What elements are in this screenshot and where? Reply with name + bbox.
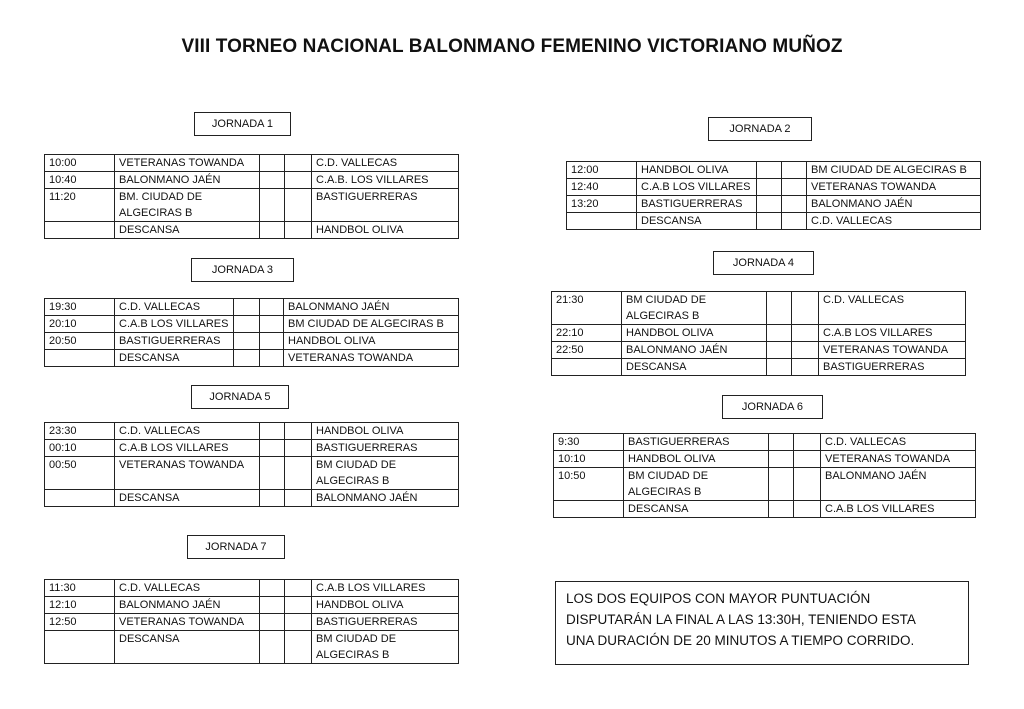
match-time <box>567 213 637 230</box>
home-team: C.D. VALLECAS <box>115 423 260 440</box>
away-score <box>794 468 821 501</box>
away-team: C.D. VALLECAS <box>807 213 981 230</box>
jornada-5-table <box>44 422 459 507</box>
home-team: DESCANSA <box>622 359 767 376</box>
away-team: BASTIGUERRERAS <box>312 189 459 222</box>
home-team: BALONMANO JAÉN <box>115 597 260 614</box>
home-score <box>260 172 285 189</box>
home-team: HANDBOL OLIVA <box>622 325 767 342</box>
match-time: 19:30 <box>45 299 115 316</box>
home-score <box>769 434 794 451</box>
away-score <box>285 457 312 490</box>
match-time: 10:40 <box>45 172 115 189</box>
home-score <box>767 325 792 342</box>
away-team: HANDBOL OLIVA <box>312 222 459 239</box>
match-time <box>552 359 622 376</box>
home-team: VETERANAS TOWANDA <box>115 457 260 490</box>
home-team: C.D. VALLECAS <box>115 580 260 597</box>
away-team: HANDBOL OLIVA <box>284 333 459 350</box>
match-time: 13:20 <box>567 196 637 213</box>
table-row <box>45 597 459 614</box>
away-score <box>782 213 807 230</box>
away-score <box>794 451 821 468</box>
table-row <box>554 434 976 451</box>
home-score <box>767 359 792 376</box>
away-score <box>285 597 312 614</box>
away-score <box>792 359 819 376</box>
away-score <box>260 350 284 367</box>
away-team: BM CIUDAD DE ALGECIRAS B <box>284 316 459 333</box>
table-row <box>45 631 459 664</box>
away-score <box>285 155 312 172</box>
away-score <box>782 179 807 196</box>
table-row <box>45 172 459 189</box>
table-row <box>45 299 459 316</box>
home-team: C.D. VALLECAS <box>115 299 234 316</box>
away-team: BASTIGUERRERAS <box>312 440 459 457</box>
jornada-1-label: JORNADA 1 <box>194 112 291 136</box>
match-time: 20:10 <box>45 316 115 333</box>
table-row <box>554 451 976 468</box>
table-row <box>552 292 966 325</box>
match-time: 11:30 <box>45 580 115 597</box>
table-row <box>45 189 459 222</box>
jornada-7-table <box>44 579 459 664</box>
table-row <box>567 179 981 196</box>
home-score <box>767 292 792 325</box>
home-team: DESCANSA <box>115 490 260 507</box>
table-row <box>45 614 459 631</box>
away-team: HANDBOL OLIVA <box>312 423 459 440</box>
table-row <box>45 580 459 597</box>
away-team: C.A.B LOS VILLARES <box>819 325 966 342</box>
home-score <box>260 597 285 614</box>
table-row <box>567 196 981 213</box>
away-score <box>794 434 821 451</box>
jornada-2-label: JORNADA 2 <box>708 117 812 141</box>
match-time <box>45 490 115 507</box>
away-team: VETERANAS TOWANDA <box>807 179 981 196</box>
jornada-7-label: JORNADA 7 <box>187 535 285 559</box>
away-score <box>792 325 819 342</box>
table-row <box>45 423 459 440</box>
match-time: 00:10 <box>45 440 115 457</box>
home-team: BALONMANO JAÉN <box>115 172 260 189</box>
away-score <box>792 292 819 325</box>
table-row <box>45 350 459 367</box>
home-team: C.A.B LOS VILLARES <box>637 179 757 196</box>
jornada-4-table <box>551 291 966 376</box>
home-score <box>757 162 782 179</box>
home-score <box>234 299 260 316</box>
match-time: 11:20 <box>45 189 115 222</box>
home-score <box>260 614 285 631</box>
jornada-3-label: JORNADA 3 <box>191 258 294 282</box>
home-team: BASTIGUERRERAS <box>624 434 769 451</box>
final-note-line: LOS DOS EQUIPOS CON MAYOR PUNTUACIÓN <box>566 591 871 606</box>
away-team: C.D. VALLECAS <box>819 292 966 325</box>
table-row <box>552 359 966 376</box>
away-team: VETERANAS TOWANDA <box>284 350 459 367</box>
match-time: 9:30 <box>554 434 624 451</box>
away-score <box>285 423 312 440</box>
match-time <box>45 350 115 367</box>
match-time <box>45 631 115 664</box>
home-score <box>260 423 285 440</box>
home-score <box>260 440 285 457</box>
table-row <box>45 316 459 333</box>
match-time: 10:50 <box>554 468 624 501</box>
home-score <box>260 222 285 239</box>
home-team: C.A.B LOS VILLARES <box>115 440 260 457</box>
home-score <box>769 468 794 501</box>
final-note-box <box>555 581 969 665</box>
jornada-1-table <box>44 154 459 239</box>
away-team: BASTIGUERRERAS <box>312 614 459 631</box>
home-team: DESCANSA <box>637 213 757 230</box>
table-row <box>45 457 459 490</box>
away-score <box>285 631 312 664</box>
match-time: 12:40 <box>567 179 637 196</box>
match-time: 10:00 <box>45 155 115 172</box>
jornada-4-label: JORNADA 4 <box>713 251 814 275</box>
away-team: BALONMANO JAÉN <box>807 196 981 213</box>
away-score <box>285 172 312 189</box>
home-team: BALONMANO JAÉN <box>622 342 767 359</box>
away-score <box>260 333 284 350</box>
away-score <box>794 501 821 518</box>
away-score <box>782 196 807 213</box>
away-team: C.D. VALLECAS <box>312 155 459 172</box>
home-team: DESCANSA <box>624 501 769 518</box>
home-team: BASTIGUERRERAS <box>115 333 234 350</box>
home-score <box>260 631 285 664</box>
final-note-line: UNA DURACIÓN DE 20 MINUTOS A TIEMPO CORRIDO. <box>566 633 915 648</box>
away-score <box>285 222 312 239</box>
away-score <box>285 490 312 507</box>
match-time <box>45 222 115 239</box>
home-score <box>769 451 794 468</box>
match-time: 22:10 <box>552 325 622 342</box>
jornada-2-table <box>566 161 981 230</box>
home-team: BM CIUDAD DE ALGECIRAS B <box>624 468 769 501</box>
table-row <box>552 342 966 359</box>
home-team: VETERANAS TOWANDA <box>115 614 260 631</box>
match-time: 21:30 <box>552 292 622 325</box>
home-team: DESCANSA <box>115 631 260 664</box>
match-time: 12:50 <box>45 614 115 631</box>
away-team: BM CIUDAD DE ALGECIRAS B <box>312 631 459 664</box>
away-team: BALONMANO JAÉN <box>821 468 976 501</box>
home-score <box>260 189 285 222</box>
home-score <box>234 350 260 367</box>
home-team: C.A.B LOS VILLARES <box>115 316 234 333</box>
home-team: HANDBOL OLIVA <box>637 162 757 179</box>
home-team: BASTIGUERRERAS <box>637 196 757 213</box>
away-score <box>260 316 284 333</box>
jornada-6-label: JORNADA 6 <box>722 395 823 419</box>
match-time <box>554 501 624 518</box>
away-team: C.A.B LOS VILLARES <box>821 501 976 518</box>
away-score <box>260 299 284 316</box>
away-team: VETERANAS TOWANDA <box>819 342 966 359</box>
match-time: 12:10 <box>45 597 115 614</box>
home-score <box>260 490 285 507</box>
away-team: HANDBOL OLIVA <box>312 597 459 614</box>
away-team: BALONMANO JAÉN <box>312 490 459 507</box>
away-score <box>782 162 807 179</box>
table-row <box>45 222 459 239</box>
away-team: C.A.B. LOS VILLARES <box>312 172 459 189</box>
jornada-5-label: JORNADA 5 <box>191 385 289 409</box>
table-row <box>45 155 459 172</box>
match-time: 23:30 <box>45 423 115 440</box>
away-team: BM CIUDAD DE ALGECIRAS B <box>807 162 981 179</box>
table-row <box>554 501 976 518</box>
away-score <box>285 189 312 222</box>
home-team: DESCANSA <box>115 350 234 367</box>
home-score <box>234 316 260 333</box>
table-row <box>552 325 966 342</box>
away-team: VETERANAS TOWANDA <box>821 451 976 468</box>
away-score <box>285 440 312 457</box>
away-team: C.D. VALLECAS <box>821 434 976 451</box>
table-row <box>554 468 976 501</box>
away-team: BALONMANO JAÉN <box>284 299 459 316</box>
table-row <box>45 490 459 507</box>
home-score <box>769 501 794 518</box>
match-time: 12:00 <box>567 162 637 179</box>
home-score <box>234 333 260 350</box>
home-team: BM. CIUDAD DE ALGECIRAS B <box>115 189 260 222</box>
home-team: HANDBOL OLIVA <box>624 451 769 468</box>
page-title: VIII TORNEO NACIONAL BALONMANO FEMENINO VICTORIANO MUÑOZ <box>181 36 843 57</box>
home-score <box>757 179 782 196</box>
away-team: BASTIGUERRERAS <box>819 359 966 376</box>
table-row <box>567 162 981 179</box>
away-score <box>792 342 819 359</box>
match-time: 00:50 <box>45 457 115 490</box>
jornada-3-table <box>44 298 459 367</box>
jornada-6-table <box>553 433 976 518</box>
home-score <box>260 580 285 597</box>
home-score <box>767 342 792 359</box>
match-time: 20:50 <box>45 333 115 350</box>
home-score <box>260 155 285 172</box>
home-team: BM CIUDAD DE ALGECIRAS B <box>622 292 767 325</box>
table-row <box>45 440 459 457</box>
home-score <box>260 457 285 490</box>
away-team: C.A.B LOS VILLARES <box>312 580 459 597</box>
match-time: 22:50 <box>552 342 622 359</box>
away-score <box>285 580 312 597</box>
home-score <box>757 196 782 213</box>
away-team: BM CIUDAD DE ALGECIRAS B <box>312 457 459 490</box>
home-team: VETERANAS TOWANDA <box>115 155 260 172</box>
match-time: 10:10 <box>554 451 624 468</box>
home-score <box>757 213 782 230</box>
home-team: DESCANSA <box>115 222 260 239</box>
final-note-line: DISPUTARÁN LA FINAL A LAS 13:30H, TENIENDO ESTA <box>566 612 916 627</box>
table-row <box>567 213 981 230</box>
away-score <box>285 614 312 631</box>
table-row <box>45 333 459 350</box>
